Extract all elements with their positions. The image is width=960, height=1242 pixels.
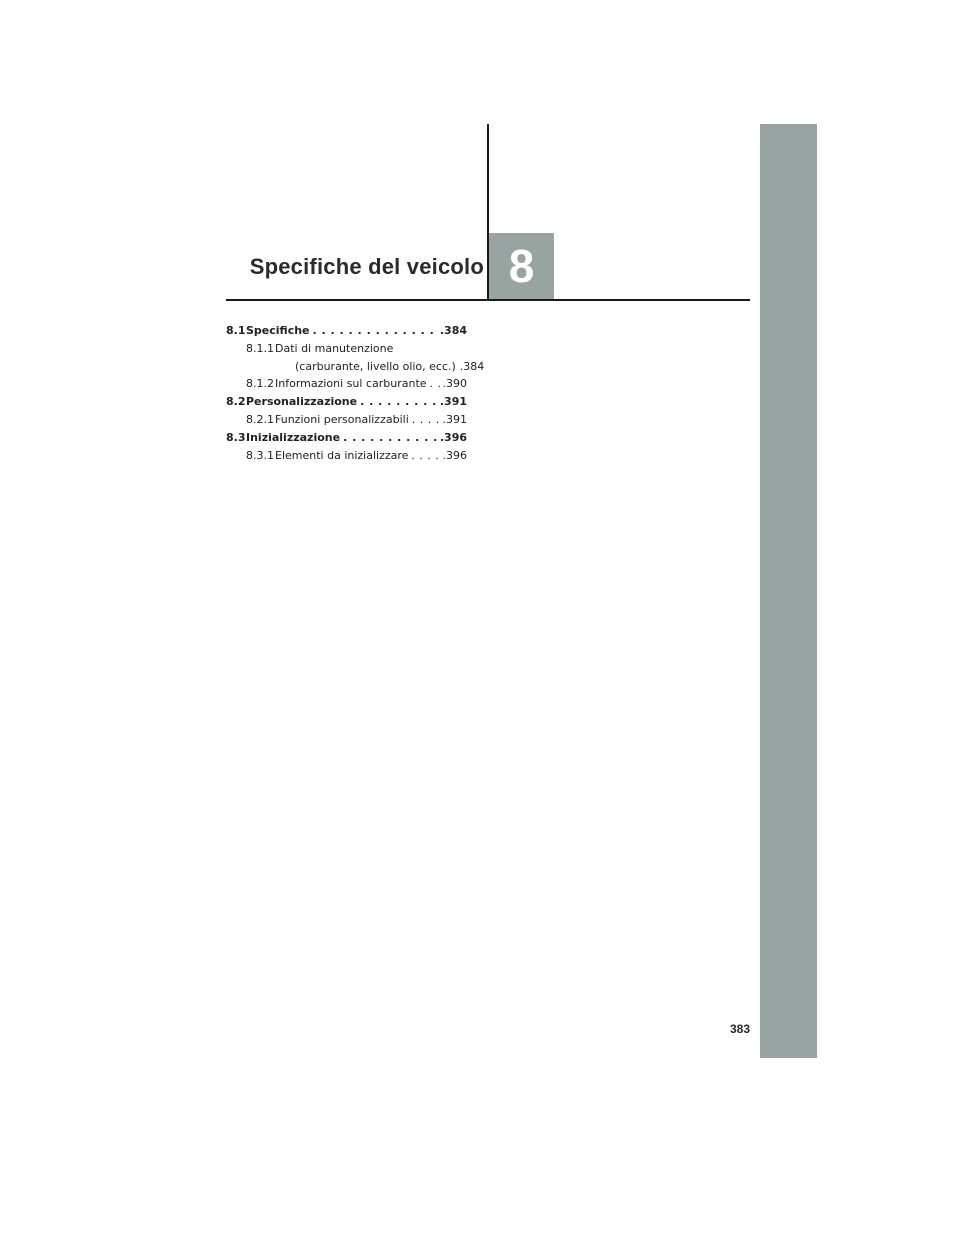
header-rule xyxy=(226,299,750,301)
side-chapter-tab xyxy=(760,124,817,1058)
chapter-title: Specifiche del veicolo xyxy=(249,254,484,279)
chapter-number-box: 8 xyxy=(489,233,554,300)
toc-entry-8-2-1[interactable]: 8.2.1 Funzioni personalizzabili . . . .391 xyxy=(226,411,467,429)
toc-entry-8-3-1[interactable]: 8.3.1 Elementi da inizializzare . . . .396 xyxy=(226,447,467,465)
toc-entry-8-3[interactable]: 8.3 Inizializzazione . . . .396 xyxy=(226,429,467,447)
toc-entry-8-1[interactable]: 8.1 Specifiche . . . .384 xyxy=(226,322,467,340)
toc-entry-8-1-1-continued[interactable]: (carburante, livello olio, ecc.) .384 xyxy=(295,359,485,373)
toc-entry-8-1-1[interactable]: 8.1.1 Dati di manutenzione xyxy=(246,341,394,355)
toc-entry-8-1-2[interactable]: 8.1.2 Informazioni sul carburante . . . .390 xyxy=(226,375,467,393)
page-number: 383 xyxy=(730,1022,751,1036)
toc-entry-8-2[interactable]: 8.2 Personalizzazione . . . .391 xyxy=(226,393,467,411)
table-of-contents xyxy=(226,322,485,464)
